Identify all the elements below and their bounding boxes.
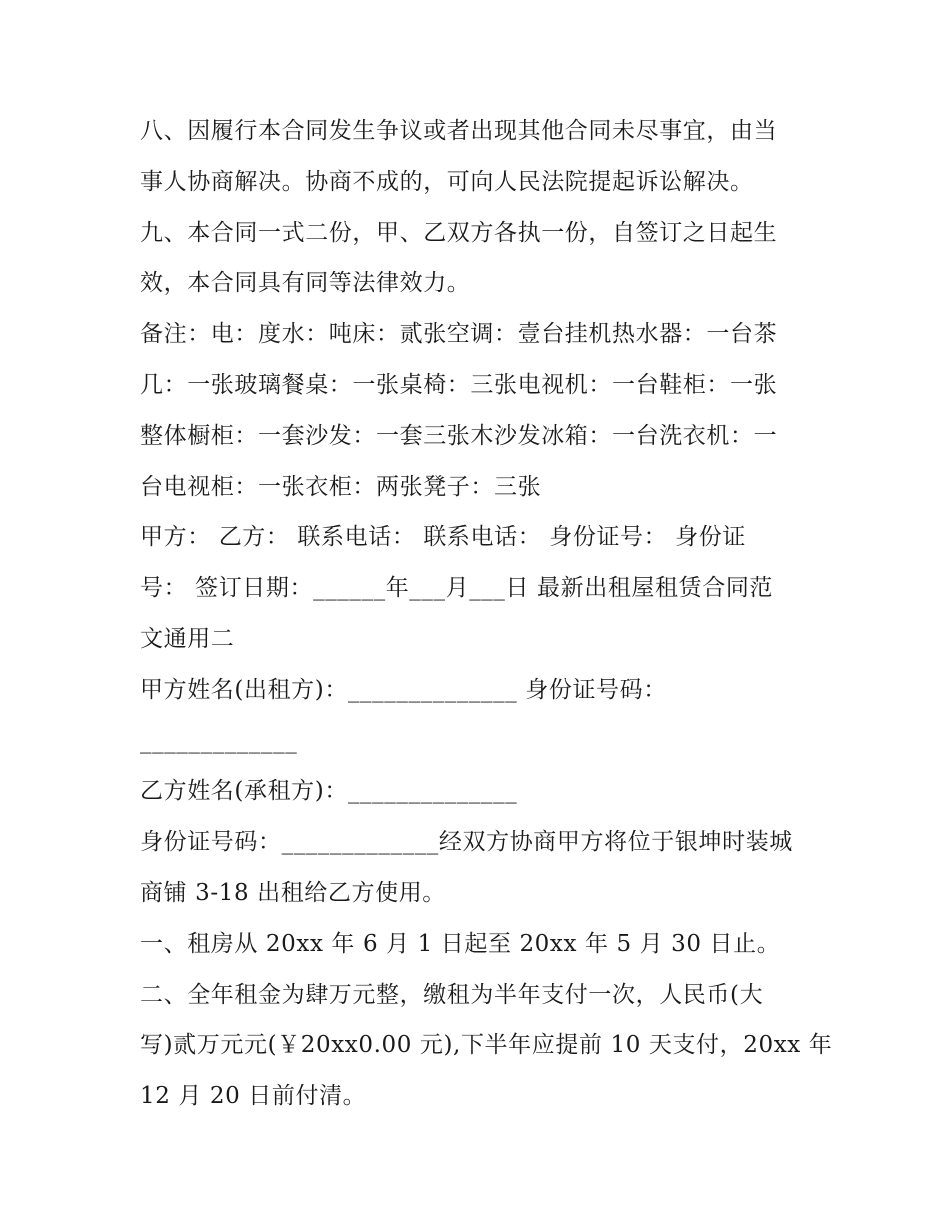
text-line: 一、租房从 20xx 年 6 月 1 日起至 20xx 年 5 月 30 日止。	[140, 930, 781, 957]
text-line: 效，本合同具有同等法律效力。	[140, 270, 471, 297]
text-line: 事人协商解决。协商不成的，可向人民法院提起诉讼解决。	[140, 168, 754, 195]
text-line: 台电视柜：一张衣柜：两张凳子：三张	[140, 473, 542, 500]
text-line: 文通用二	[140, 625, 235, 652]
text-line: 写)贰万元元(￥20xx0.00 元),下半年应提前 10 天支付，20xx 年	[140, 1032, 833, 1059]
text-line: _____________	[140, 727, 298, 754]
text-line: 八、因履行本合同发生争议或者出现其他合同未尽事宜，由当	[140, 118, 778, 144]
text-line: 12 月 20 日前付清。	[140, 1083, 367, 1110]
text-line: 二、全年租金为肆万元整，缴租为半年支付一次，人民币(大	[140, 981, 764, 1008]
text-line: 九、本合同一式二份，甲、乙双方各执一份，自签订之日起生	[140, 219, 778, 246]
text-line: 乙方姓名(承租方)：______________	[140, 778, 518, 805]
text-line: 甲方： 乙方： 联系电话： 联系电话： 身份证号： 身份证	[140, 524, 746, 551]
text-line: 号： 签订日期：______年___月___日 最新出租屋租赁合同范	[140, 575, 774, 602]
text-line: 甲方姓名(出租方)：______________ 身份证号码：	[140, 676, 667, 703]
document-body	[140, 106, 833, 1122]
text-line: 整体橱柜：一套沙发：一套三张木沙发冰箱：一台洗衣机：一	[140, 422, 778, 449]
text-line: 备注：电：度水：吨床：贰张空调：壹台挂机热水器：一台茶	[140, 321, 778, 348]
text-line: 商铺 3-18 出租给乙方使用。	[140, 879, 446, 906]
text-line: 身份证号码：_____________经双方协商甲方将位于银坤时装城	[140, 829, 793, 856]
text-line: 几：一张玻璃餐桌：一张桌椅：三张电视机：一台鞋柜：一张	[140, 371, 778, 398]
